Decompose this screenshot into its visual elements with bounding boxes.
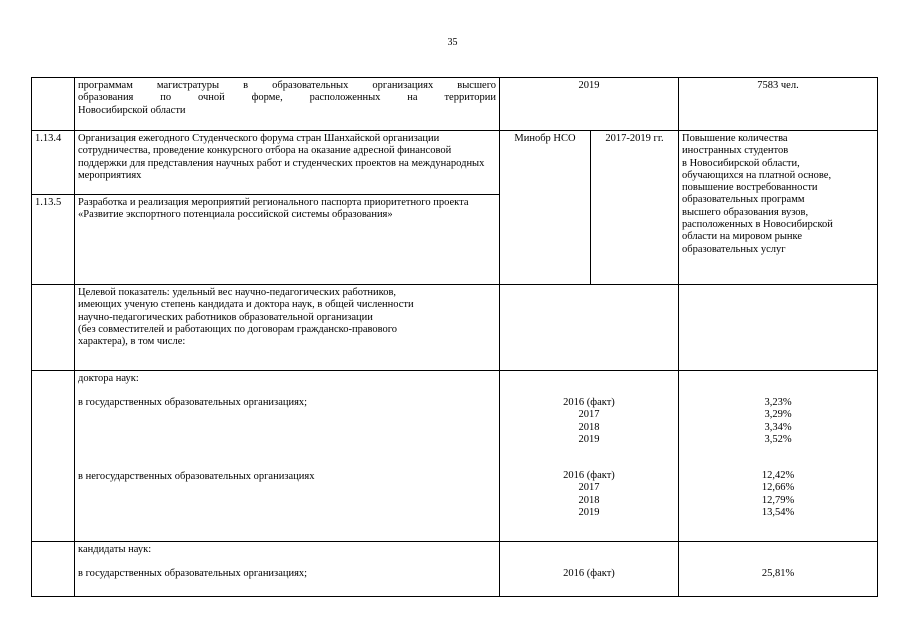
table-row bbox=[32, 371, 878, 542]
doctors-nonstate-label: в негосударственных образовательных организациях bbox=[78, 470, 315, 482]
measure-text-line: программам магистратуры в образовательных организациях высшего bbox=[78, 80, 496, 91]
program-table bbox=[31, 77, 878, 597]
row-number-cell: 1.13.4 bbox=[32, 131, 75, 195]
row-number-cell: 1.13.5 bbox=[32, 195, 75, 285]
doctors-state-values: 3,23% 3,29% 3,34% 3,52% bbox=[764, 397, 792, 445]
year-cell: 2019 bbox=[500, 78, 679, 131]
candidates-state-label: в государственных образовательных организациях; bbox=[78, 568, 308, 580]
executor-cell: Минобр НСО bbox=[500, 131, 591, 285]
row-number-cell bbox=[32, 542, 75, 597]
value-cell bbox=[679, 371, 878, 542]
table-row bbox=[32, 542, 878, 597]
year-cell bbox=[500, 371, 679, 542]
table-row bbox=[32, 78, 878, 131]
value-cell bbox=[679, 285, 878, 371]
result-cell: Повышение количества иностранных студентов в Новосибирской области, обучающихся на платной основе, повышение востребованности образовательных программ высшего образования вузов, расположенных в Новосибирской области на мировом рынке образовательных услуг bbox=[679, 131, 878, 285]
row-number-cell bbox=[32, 285, 75, 371]
doctors-heading: доктора наук: bbox=[78, 373, 139, 384]
year-cell bbox=[500, 542, 679, 597]
value-cell bbox=[679, 542, 878, 597]
doctors-state-years: 2016 (факт) 2017 2018 2019 bbox=[563, 397, 615, 445]
table-row bbox=[32, 131, 878, 195]
candidates-heading: кандидаты наук: bbox=[78, 544, 152, 555]
doctors-nonstate-years: 2016 (факт) 2017 2018 2019 bbox=[563, 470, 615, 519]
measure-text-line: образования по очной форме, расположенных на территории bbox=[78, 92, 496, 104]
candidates-state-year: 2016 (факт) bbox=[563, 568, 615, 579]
doctors-state-label: в государственных образовательных организациях; bbox=[78, 397, 308, 409]
measure-text-line: Новосибирской области bbox=[78, 104, 186, 116]
period-cell: 2017-2019 гг. bbox=[591, 131, 679, 285]
table-row bbox=[32, 285, 878, 371]
candidates-cell bbox=[75, 542, 500, 597]
doctors-cell bbox=[75, 371, 500, 542]
target-indicator-cell: Целевой показатель: удельный вес научно-педагогических работников, имеющих ученую степень кандидата и доктора наук, в общей численности научно-педагогических работников образовательной организации (без совместителей и работающих по договорам гражданско-правового характера), в том числе: bbox=[75, 285, 500, 371]
value-cell: 7583 чел. bbox=[679, 78, 878, 131]
page-number: 35 bbox=[447, 37, 458, 48]
row-number-cell bbox=[32, 78, 75, 131]
measure-text-cell bbox=[75, 78, 500, 131]
candidates-state-value: 25,81% bbox=[761, 568, 795, 579]
year-cell bbox=[500, 285, 679, 371]
measure-text-cell: Организация ежегодного Студенческого форума стран Шанхайской организации сотрудничества, проведение конкурсного отбора на оказание адресной финансовой поддержки для представления научных работ и студенческих проектов на международных мероприятиях bbox=[75, 131, 500, 195]
row-number-cell bbox=[32, 371, 75, 542]
doctors-nonstate-values: 12,42% 12,66% 12,79% 13,54% bbox=[761, 470, 795, 519]
measure-text-cell: Разработка и реализация мероприятий регионального паспорта приоритетного проекта «Развитие экспортного потенциала российской системы образования» bbox=[75, 195, 500, 285]
